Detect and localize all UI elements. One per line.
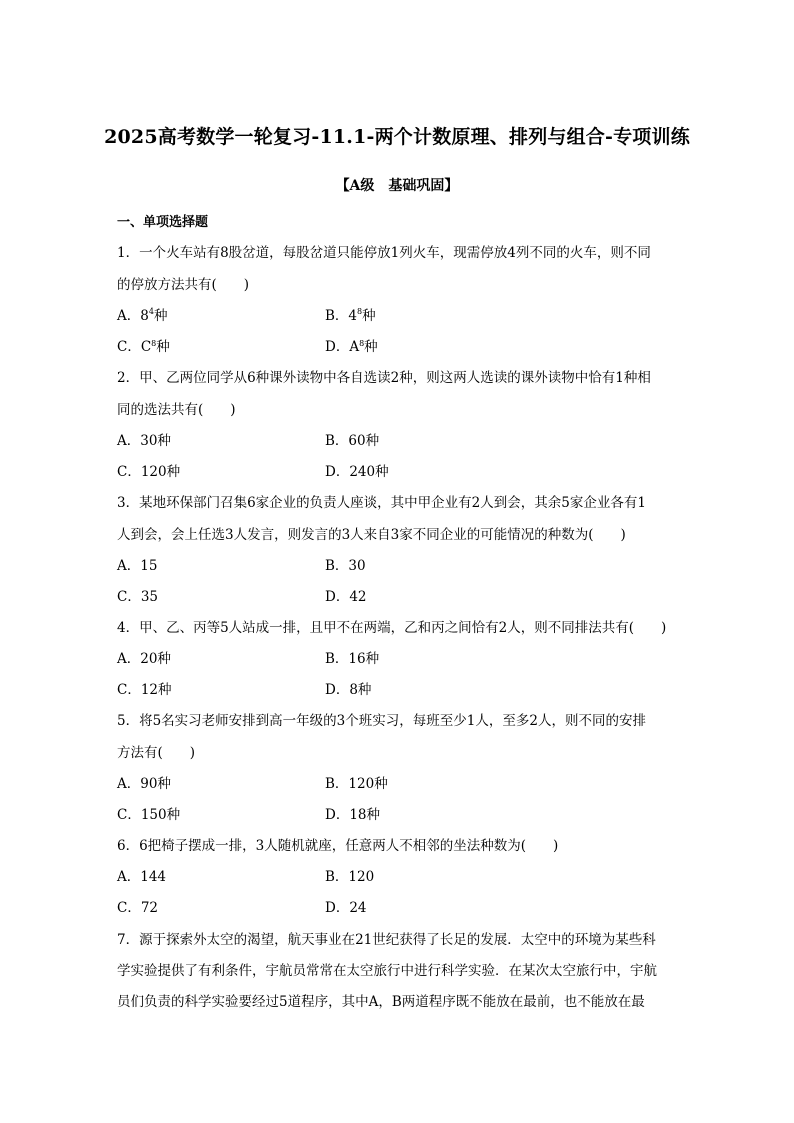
question-6-line-1: 6．6把椅子摆成一排，3人随机就座，任意两人不相邻的坐法种数为( ) xyxy=(117,838,559,854)
question-2-line-2: 同的选法共有( ) xyxy=(117,402,236,418)
question-6-option-a: A．144 xyxy=(117,869,167,885)
question-1-line-1: 1．一个火车站有8股岔道，每股岔道只能停放1列火车，现需停放4列不同的火车，则不同 xyxy=(117,245,651,261)
question-5-line-2: 方法有( ) xyxy=(117,745,196,761)
question-4-line-1: 4．甲、乙、丙等5人站成一排，且甲不在两端，乙和丙之间恰有2人，则不同排法共有( ) xyxy=(117,620,667,636)
document-title: 2025高考数学一轮复习-11.1-两个计数原理、排列与组合-专项训练 xyxy=(104,126,690,148)
question-2-option-c: C．120种 xyxy=(117,464,181,480)
question-7-line-2: 学实验提供了有利条件，宇航员常常在太空旅行中进行科学实验．在某次太空旅行中，宇航 xyxy=(117,963,657,979)
section-heading: 一、单项选择题 xyxy=(117,215,209,230)
question-6-option-d: D．24 xyxy=(325,900,367,916)
question-1-option-c: C．$C^8$种 xyxy=(117,339,170,355)
question-2-line-1: 2．甲、乙两位同学从6种课外读物中各自选读2种，则这两人选读的课外读物中恰有1种相 xyxy=(117,370,651,386)
question-3-option-c: C．35 xyxy=(117,589,159,605)
question-3-option-b: B．30 xyxy=(325,558,366,574)
question-2-option-b: B．60种 xyxy=(325,433,380,449)
question-6-option-c: C．72 xyxy=(117,900,159,916)
level-heading: 【A级 基础巩固】 xyxy=(335,178,459,194)
question-7-line-3: 员们负责的科学实验要经过5道程序，其中A，B两道程序既不能放在最前，也不能放在最 xyxy=(117,994,645,1010)
question-5-option-b: B．120种 xyxy=(325,776,388,792)
question-3-option-a: A．15 xyxy=(117,558,158,574)
question-2-option-d: D．240种 xyxy=(325,464,389,480)
question-5-option-d: D．18种 xyxy=(325,807,381,823)
question-7-line-1: 7．源于探索外太空的渴望，航天事业在21世纪获得了长足的发展．太空中的环境为某些科 xyxy=(117,932,656,948)
question-4-option-b: B．16种 xyxy=(325,651,380,667)
question-3-line-1: 3．某地环保部门召集6家企业的负责人座谈，其中甲企业有2人到会，其余5家企业各有1 xyxy=(117,495,646,511)
question-1-line-2: 的停放方法共有( ) xyxy=(117,277,250,293)
question-5-option-c: C．150种 xyxy=(117,807,181,823)
question-3-option-d: D．42 xyxy=(325,589,367,605)
question-4-option-a: A．20种 xyxy=(117,651,171,667)
question-6-option-b: B．120 xyxy=(325,869,375,885)
question-4-option-c: C．12种 xyxy=(117,682,172,698)
question-5-line-1: 5．将5名实习老师安排到高一年级的3个班实习，每班至少1人，至多2人，则不同的安排 xyxy=(117,713,646,729)
question-4-option-d: D．8种 xyxy=(325,682,372,698)
question-3-line-2: 人到会，会上任选3人发言，则发言的3人来自3家不同企业的可能情况的种数为( ) xyxy=(117,527,626,543)
question-5-option-a: A．90种 xyxy=(117,776,171,792)
question-1-option-d: D．$A^8$种 xyxy=(325,339,378,355)
question-1-option-b: B．$4^8$种 xyxy=(325,307,376,324)
question-1-option-a: A．$8^4$种 xyxy=(117,307,168,324)
question-2-option-a: A．30种 xyxy=(117,433,171,449)
